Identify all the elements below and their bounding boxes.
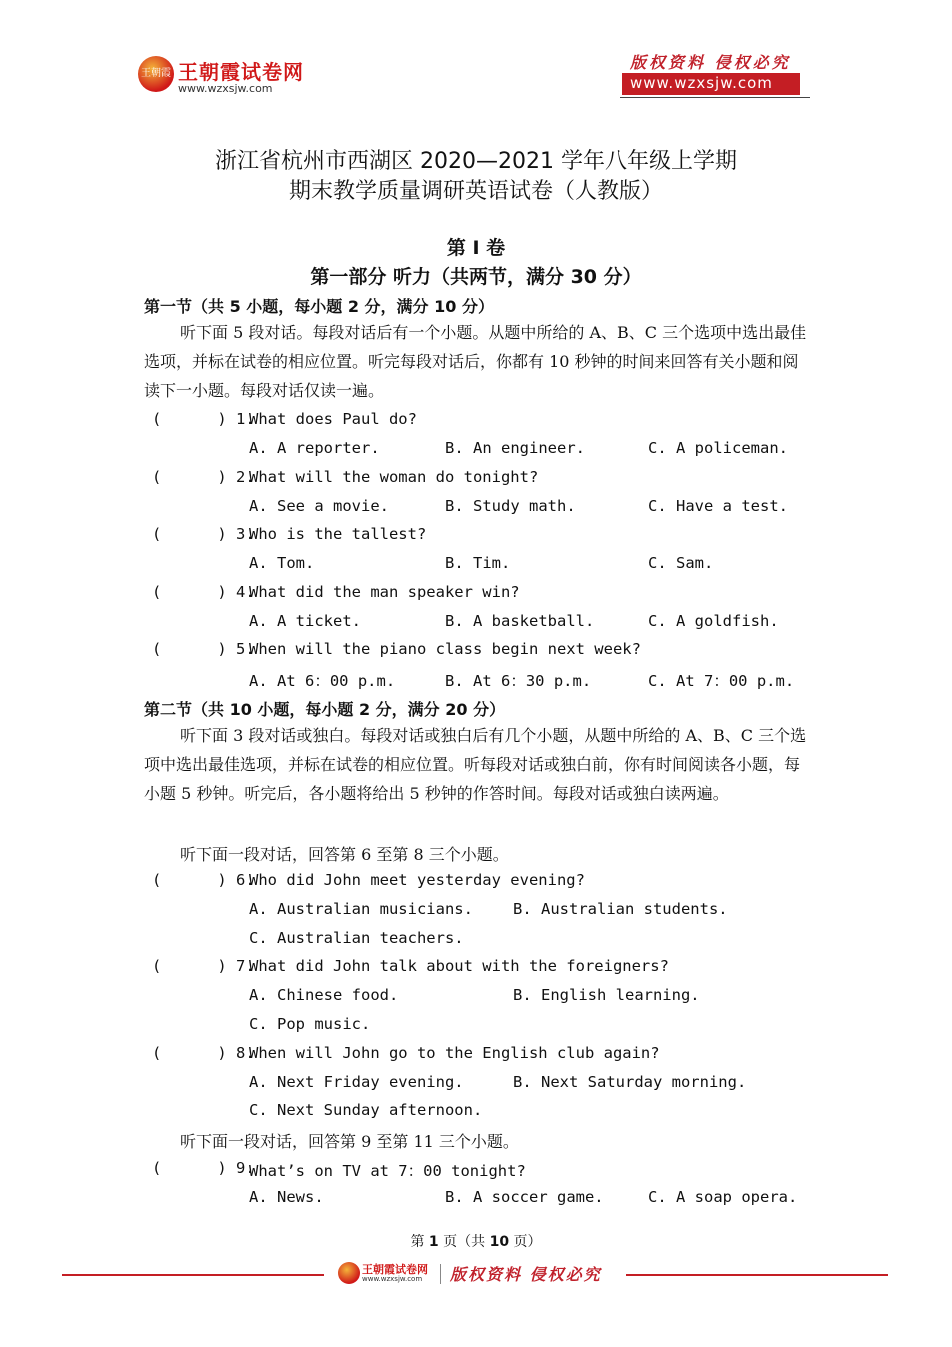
question-number: ( ) 4. — [152, 583, 255, 601]
footer-slogan: 版权资料 侵权必究 — [450, 1265, 602, 1284]
option-c: C. Next Sunday afternoon. — [249, 1101, 483, 1119]
question-number: ( ) 1. — [152, 410, 255, 428]
brand-logo — [138, 56, 174, 92]
question-number: ( ) 5. — [152, 640, 255, 658]
option-c: C. Have a test. — [648, 497, 788, 515]
header-bar-url: www.wzxsjw.com — [630, 74, 773, 92]
section1-heading: 第一节（共 5 小题，每小题 2 分，满分 10 分） — [144, 297, 494, 316]
page-mid: 页（共 — [438, 1234, 490, 1250]
brand-url: www.wzxsjw.com — [178, 82, 273, 95]
option-a: A. News. — [249, 1188, 324, 1206]
option-a: A. Australian musicians. — [249, 900, 473, 918]
option-b: B. Study math. — [445, 497, 576, 515]
question-text: What’s on TV at 7：00 tonight? — [249, 1162, 526, 1180]
question-text: What will the woman do tonight? — [249, 468, 539, 486]
volume-title: 第 I 卷 — [446, 237, 506, 259]
option-a: A. Tom. — [249, 554, 315, 572]
footer-line-left — [62, 1274, 324, 1276]
question-text: When will the piano class begin next week? — [249, 640, 641, 658]
page-prefix: 第 — [410, 1234, 429, 1250]
question-number: ( ) 6. — [152, 871, 255, 889]
question-text: What does Paul do? — [249, 410, 417, 428]
option-b: B. English learning. — [513, 986, 700, 1004]
section2-instructions: 听下面 3 段对话或独白。每段对话或独白后有几个小题，从题中所给的 A、B、C 三个选项中选出最佳选项，并标在试卷的相应位置。听每段对话或独白前，你有时间阅读各小题，每小题 5 秒钟。听完后，各小题将给出 5 秒钟的作答时间。每段对话或独白读两遍。 — [144, 726, 807, 803]
page-total: 10 — [489, 1234, 510, 1250]
option-b: B. A basketball. — [445, 612, 595, 630]
page-title-line2: 期末教学质量调研英语试卷（人教版） — [288, 179, 663, 204]
page-suffix: 页） — [509, 1234, 542, 1250]
footer-separator — [440, 1264, 441, 1284]
option-c: C. A policeman. — [648, 439, 788, 457]
option-b: B. An engineer. — [445, 439, 585, 457]
question-text: What did John talk about with the foreigners? — [249, 957, 669, 975]
question-number: ( ) 3. — [152, 525, 255, 543]
question-text: Who is the tallest? — [249, 525, 427, 543]
page-number — [0, 1231, 952, 1251]
option-a: A. See a movie. — [249, 497, 389, 515]
section2-heading: 第二节（共 10 小题，每小题 2 分，满分 20 分） — [144, 700, 506, 719]
option-c: C. A goldfish. — [648, 612, 779, 630]
option-c: C. Sam. — [648, 554, 714, 572]
question-text: What did the man speaker win? — [249, 583, 520, 601]
footer-logo — [338, 1262, 360, 1284]
dialog1-intro: 听下面一段对话，回答第 6 至第 8 三个小题。 — [180, 845, 509, 864]
page-current: 1 — [428, 1234, 439, 1250]
question-number: ( ) 2. — [152, 468, 255, 486]
page-title-line1: 浙江省杭州市西湖区 2020—2021 学年八年级上学期 — [215, 149, 737, 174]
option-b: B. Australian students. — [513, 900, 728, 918]
option-b: B. Next Saturday morning. — [513, 1073, 747, 1091]
footer-line-right — [626, 1274, 888, 1276]
header-slogan: 版权资料 侵权必究 — [630, 53, 791, 72]
option-c: C. Pop music. — [249, 1015, 371, 1033]
dialog2-intro: 听下面一段对话，回答第 9 至第 11 三个小题。 — [180, 1132, 519, 1151]
option-a: A. Next Friday evening. — [249, 1073, 464, 1091]
logo-text: 王朝霞 — [141, 68, 171, 79]
header-divider — [620, 97, 810, 98]
brand-name: 王朝霞试卷网 — [178, 60, 304, 84]
option-a: A. A reporter. — [249, 439, 380, 457]
option-c: C. A soap opera. — [648, 1188, 798, 1206]
question-text: When will John go to the English club again? — [249, 1044, 660, 1062]
footer-url: www.wzxsjw.com — [362, 1275, 423, 1283]
question-text: Who did John meet yesterday evening? — [249, 871, 585, 889]
question-number: ( ) 7. — [152, 957, 255, 975]
section1-instructions: 听下面 5 段对话。每段对话后有一个小题。从题中所给的 A、B、C 三个选项中选出最佳选项，并标在试卷的相应位置。听完每段对话后，你都有 10 秒钟的时间来回答有关小题和阅读下一小题。每段对话仅读一遍。 — [144, 323, 807, 400]
option-a: A. At 6：00 p.m. — [249, 672, 396, 690]
footer-brand: 王朝霞试卷网 — [362, 1263, 428, 1276]
question-number: ( ) 8. — [152, 1044, 255, 1062]
part-title: 第一部分 听力（共两节，满分 30 分） — [310, 266, 642, 288]
option-c: C. At 7：00 p.m. — [648, 672, 795, 690]
option-b: B. At 6：30 p.m. — [445, 672, 592, 690]
option-a: A. A ticket. — [249, 612, 361, 630]
option-b: B. A soccer game. — [445, 1188, 604, 1206]
option-a: A. Chinese food. — [249, 986, 399, 1004]
question-number: ( ) 9. — [152, 1159, 255, 1177]
option-c: C. Australian teachers. — [249, 929, 464, 947]
option-b: B. Tim. — [445, 554, 511, 572]
